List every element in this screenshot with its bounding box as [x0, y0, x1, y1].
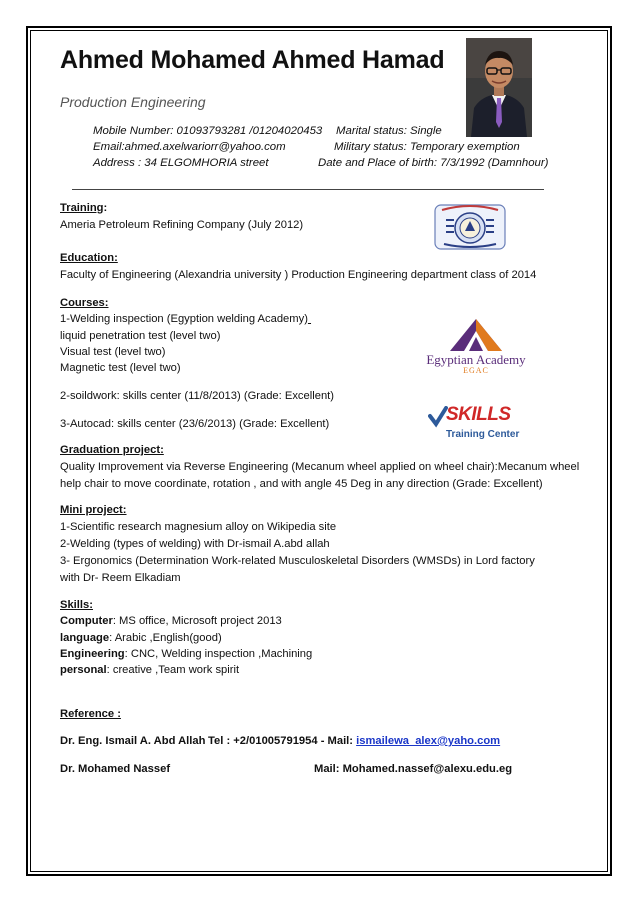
education-heading: Education: — [60, 252, 118, 264]
academy-abbr: EGAC — [463, 366, 489, 375]
mini-project-item: 3- Ergonomics (Determination Work-related Musculoskeletal Disorders (WMSDs) in Lord factory — [60, 555, 535, 567]
egyptian-academy-logo — [420, 317, 532, 375]
skill-value: : creative ,Team work spirit — [106, 664, 240, 676]
training-item: Ameria Petroleum Refining Company (July 2012) — [60, 219, 304, 231]
marital-status: Marital status: Single — [336, 125, 442, 137]
education-item: Faculty of Engineering (Alexandria university ) Production Engineering department class of 2014 — [60, 269, 537, 281]
course-item: 3-Autocad: skills center (23/6/2013) (Grade: Excellent) — [60, 418, 330, 430]
mini-project-item: 1-Scientific research magnesium alloy on Wikipedia site — [60, 521, 337, 533]
reference-2-email: Mail: Mohamed.nassef@alexu.edu.eg — [314, 763, 513, 775]
skill-row — [60, 648, 312, 660]
skills-logo-sub: Training Center — [446, 429, 520, 440]
candidate-name: Ahmed Mohamed Ahmed Hamad — [60, 46, 445, 74]
course-item: Visual test (level two) — [60, 346, 166, 358]
mini-project-heading: Mini project: — [60, 504, 127, 516]
mini-project-item: with Dr- Reem Elkadiam — [60, 572, 181, 584]
profile-photo — [466, 38, 532, 137]
graduation-line: Quality Improvement via Reverse Engineering (Mecanum wheel applied on wheel chair):Mecanum wheel — [60, 461, 580, 473]
skill-row — [60, 664, 239, 676]
skill-value: : MS office, Microsoft project 2013 — [112, 615, 282, 627]
courses-heading: Courses: — [60, 297, 109, 309]
skill-row — [60, 615, 282, 627]
university-seal-logo — [434, 204, 506, 255]
skills-logo-text: SKILLS — [446, 404, 511, 425]
skill-row — [60, 632, 222, 644]
course-underline-space — [308, 313, 311, 325]
home-address: Address : 34 ELGOMHORIA street — [93, 157, 269, 169]
profile-photo-image — [466, 38, 532, 137]
training-heading-colon: : — [103, 202, 108, 214]
header-divider — [72, 189, 544, 190]
reference-1-contact — [208, 735, 500, 747]
course-item: liquid penetration test (level two) — [60, 330, 221, 342]
skill-value: : Arabic ,English(good) — [109, 632, 222, 644]
skills-center-logo — [426, 404, 526, 446]
birth-info: Date and Place of birth: 7/3/1992 (Damnhour) — [318, 157, 549, 169]
training-heading: Training — [60, 202, 104, 214]
reference-1-email-link[interactable]: ismailewa_alex@yaho.com — [356, 735, 501, 747]
reference-1-tel: Tel : +2/01005791954 - Mail: — [208, 735, 354, 747]
academy-name: Egyptian Academy — [426, 352, 526, 367]
skill-label: Computer — [60, 615, 113, 627]
candidate-field: Production Engineering — [60, 94, 206, 110]
skills-heading: Skills: — [60, 599, 93, 611]
course-item: Magnetic test (level two) — [60, 362, 181, 374]
training-heading-row — [60, 202, 107, 214]
reference-1-name: Dr. Eng. Ismail A. Abd Allah — [60, 735, 206, 747]
course-item — [60, 313, 311, 325]
course-item: 2-soildwork: skills center (11/8/2013) (Grade: Excellent) — [60, 390, 334, 402]
mini-project-item: 2-Welding (types of welding) with Dr-ismail A.abd allah — [60, 538, 330, 550]
reference-2-name: Dr. Mohamed Nassef — [60, 763, 171, 775]
mobile-number: Mobile Number: 01093793281 /01204020453 — [93, 125, 323, 137]
skill-label: language — [60, 632, 110, 644]
course-welding: 1-Welding inspection (Egyption welding Academy) — [60, 313, 308, 325]
skill-label: Engineering — [60, 648, 125, 660]
graduation-heading: Graduation project: — [60, 444, 164, 456]
skill-label: personal — [60, 664, 107, 676]
graduation-line: help chair to move coordinate, rotation , and with angle 45 Deg in any direction (Grade: Excellent) — [60, 478, 543, 490]
skill-value: : CNC, Welding inspection ,Machining — [124, 648, 313, 660]
military-status: Military status: Temporary exemption — [334, 141, 520, 153]
reference-heading: Reference : — [60, 708, 121, 720]
skills-check-icon — [428, 406, 448, 428]
email-address: Email:ahmed.axelwariorr@yahoo.com — [93, 141, 286, 153]
